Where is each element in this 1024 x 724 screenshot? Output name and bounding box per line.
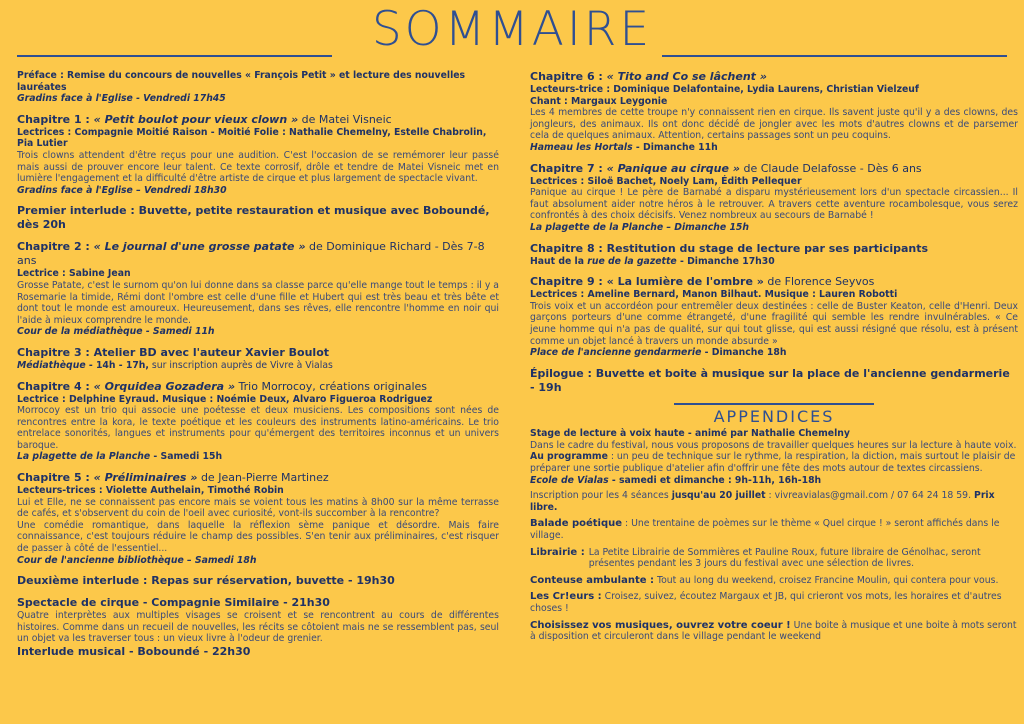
chapter-9-label: Chapitre 9 : « La lumière de l'ombre » bbox=[530, 275, 764, 289]
chapter-7-readers: Lectrices : Siloë Bachet, Noely Lam, Édith Pellequer bbox=[530, 175, 802, 187]
chapter-5-heading bbox=[17, 471, 499, 485]
chapter-2-author: de Dominique Richard - Dès 7-8 ans bbox=[17, 240, 485, 268]
librairie bbox=[530, 547, 1018, 570]
appendices-title: APPENDICES bbox=[713, 406, 835, 426]
interlude-2: Deuxième interlude : Repas sur réservation, buvette - 19h30 bbox=[17, 574, 395, 588]
chapter-4-label: Chapitre 4 : bbox=[17, 379, 94, 393]
chapter-8-place-c: - Dimanche 17h30 bbox=[676, 255, 775, 267]
circus-show bbox=[17, 596, 499, 659]
librairie-text: La Petite Librairie de Sommières et Pauline Roux, future libraire de Génolhac, seront présentes pendant les 3 jours du festival avec une sélection de livres. bbox=[588, 546, 981, 570]
title-rule-left bbox=[17, 55, 332, 57]
page-title: SOMMAIRE bbox=[371, 2, 653, 57]
reading-workshop-heading: Stage de lecture à voix haute - animé par Nathalie Chemelny bbox=[530, 428, 850, 440]
circus-show-desc: Quatre interprètes aux multiples visages se croisent et se rencontrent au cours de différentes histoires. Comme dans un recueil de nouvelles, les récits se côtoient mais ne se ressemblent pas, seul un objet va les traverser tous : un vieux livre à l'odeur de grenier. bbox=[17, 610, 499, 645]
chapter-4-author: Trio Morrocoy, créations originales bbox=[235, 379, 428, 393]
chapter-4-desc: Morrocoy est un trio qui associe une poétesse et deux musiciens. Les compositions sont nées de rencontres entre la kora, le texte poétique et les couleurs des instruments latino-américains. Le trio entrelace sonorités, langues et instruments pour qu'émergent des territoires inconnus et un univers baroque. bbox=[17, 405, 499, 451]
conteuse bbox=[530, 575, 1018, 587]
chapter-1-title: « Petit boulot pour vieux clown » bbox=[93, 112, 299, 126]
registration-line bbox=[530, 490, 1018, 513]
chapter-4-title: « Orquidea Gozadera » bbox=[93, 379, 236, 393]
balade-label: Balade poétique bbox=[530, 518, 623, 530]
chapter-7-heading bbox=[530, 162, 1018, 176]
interlude-1: Premier interlude : Buvette, petite restauration et musique avec Boboundé, dès 20h bbox=[17, 204, 490, 232]
preface-block bbox=[17, 70, 499, 105]
chapter-9-time: - Dimanche 18h bbox=[701, 347, 787, 359]
chapter-2-place: Cour de la médiathèque - Samedi 11h bbox=[17, 326, 215, 338]
chapter-5-author: de Jean-Pierre Martinez bbox=[197, 471, 329, 485]
appendices-rule bbox=[674, 403, 874, 405]
workshop-time: - samedi et dimanche : 9h-11h, 16h-18h bbox=[608, 474, 822, 486]
registration-deadline: jusqu'au 20 juillet bbox=[671, 490, 766, 502]
reading-workshop-program bbox=[530, 451, 1018, 474]
chapter-6-place: Hameau les Hortals bbox=[530, 141, 633, 153]
chapter-3 bbox=[17, 346, 499, 372]
conteuse-label: Conteuse ambulante : bbox=[530, 574, 655, 586]
chapter-6-label: Chapitre 6 : bbox=[530, 70, 607, 83]
registration-contact: : vivreavialas@gmail.com / 07 64 24 18 59. bbox=[765, 490, 974, 502]
reading-workshop bbox=[530, 428, 1018, 513]
chapter-6-heading bbox=[530, 70, 1018, 84]
program-label: Au programme bbox=[530, 451, 608, 463]
chapter-7-desc: Panique au cirque ! Le père de Barnabé a disparu mystérieusement lors d'un spectacle circassien... Il faut absolument aider notre héros à le retrouver. A travers cette aventure rocambolesque, vous serez confrontés à des choix décisifs. Venez nombreux au secours de Barnabé ! bbox=[530, 187, 1018, 222]
chapter-7 bbox=[530, 162, 1018, 234]
chapter-6-desc: Les 4 membres de cette troupe n'y connaissent rien en cirque. Ils savent juste qu'il y a des clowns, des jongleurs, des animaux. Ils ont donc décidé de jongler avec les mots d'autres clowns et de parsemer cela de quelques animaux. Attention, certains passages sont un peu coquins. bbox=[530, 107, 1018, 142]
balade-text: : Une trentaine de poèmes sur le thème « Quel cirque ! » seront affichés dans le village. bbox=[530, 518, 1000, 542]
preface-heading: Préface : Remise du concours de nouvelles « François Petit » et lecture des nouvelles lauréates bbox=[17, 70, 466, 93]
chapter-3-note: sur inscription auprès de Vivre à Vialas bbox=[148, 359, 333, 371]
chapter-3-heading: Chapitre 3 : Atelier BD avec l'auteur Xavier Boulot bbox=[17, 345, 330, 359]
circus-show-heading: Spectacle de cirque - Compagnie Similaire - 21h30 bbox=[17, 596, 330, 610]
chapter-5 bbox=[17, 471, 499, 566]
registration-a: Inscription pour les 4 séances bbox=[530, 490, 672, 502]
chapter-2-readers: Lectrice : Sabine Jean bbox=[17, 268, 131, 280]
chapter-1 bbox=[17, 113, 499, 197]
conteuse-text: Tout au long du weekend, croisez Francine Moulin, qui contera pour vous. bbox=[654, 574, 999, 586]
crieurs-label: Les Cr!eurs : bbox=[530, 591, 602, 603]
chapter-5-label: Chapitre 5 : bbox=[17, 471, 94, 485]
chapter-7-place: La plagette de la Planche – Dimanche 15h bbox=[530, 221, 749, 233]
title-rule-right bbox=[662, 55, 1007, 57]
musical-interlude: Interlude musical - Boboundé - 22h30 bbox=[17, 645, 251, 658]
left-column bbox=[17, 70, 499, 667]
chapter-8-heading: Chapitre 8 : Restitution du stage de lecture par ses participants bbox=[530, 241, 929, 255]
chapter-5-desc-2: Une comédie romantique, dans laquelle la réflexion sème panique et désordre. Mais faire connaissance, c'est toujours réduire le champ des possibles. S'en tenir aux préliminaires, c'est risquer de passer à côté de l'essentiel... bbox=[17, 519, 499, 555]
chapter-9-place-line bbox=[530, 347, 1018, 359]
chapter-5-place: Cour de l'ancienne bibliothèque – Samedi 18h bbox=[17, 554, 257, 566]
chapter-8 bbox=[530, 242, 1018, 268]
chapter-3-time: - 14h - 17h, bbox=[85, 359, 149, 371]
chapter-5-desc-1: Lui et Elle, ne se connaissent pas encore mais se voient tous les matins à 8h00 sur la même terrasse de cafés, et s'observent du coin de l'oeil avec curiosité, vont-ils succomber à la rencontre? bbox=[17, 496, 499, 520]
chapter-4-heading bbox=[17, 380, 499, 394]
chapter-9 bbox=[530, 275, 1018, 359]
chapter-4-place: La plagette de la Planche bbox=[17, 451, 151, 463]
reading-workshop-desc: Dans le cadre du festival, nous vous proposons de travailler quelques heures sur la lecture à haute voix. bbox=[530, 439, 1017, 451]
chapter-9-author: de Florence Seyvos bbox=[763, 275, 875, 289]
chapter-7-label: Chapitre 7 : bbox=[530, 161, 607, 175]
chapter-1-author: de Matei Visneic bbox=[298, 112, 392, 126]
chapter-2-desc: Grosse Patate, c'est le surnom qu'on lui donne dans sa classe parce qu'elle mange tout le temps : il y a Rosemarie la timide, Rémi dont l'ombre est celle d'une fille et Hubert qui est très beau et très bête et dont tout le monde est amoureux. Heureusement, dans ses rêves, elle rencontre l'homme en noir qui l'aide à mieux comprendre le monde. bbox=[17, 279, 499, 326]
chapter-7-author: de Claude Delafosse - Dès 6 ans bbox=[739, 161, 922, 175]
program-text: : un peu de technique sur le rythme, la respiration, la diction, mais surtout le plaisir de préparer une sortie publique d'atelier afin d'offrir une fête des mots autour de textes circassiens. bbox=[530, 451, 1016, 475]
registration-price: Prix libre. bbox=[530, 490, 995, 513]
chapter-9-place: Place de l'ancienne gendarmerie bbox=[530, 347, 702, 359]
chapter-1-readers: Lectrices : Compagnie Moitié Raison - Moitié Folie : Nathalie Chemelny, Estelle Chabrolin, Pia Lutier bbox=[17, 126, 487, 150]
crieurs-text: Croisez, suivez, écoutez Margaux et JB, qui crieront vos mots, les horaires et d'autres choses ! bbox=[530, 591, 1002, 614]
chapter-1-desc: Trois clowns attendent d'être reçus pour une audition. C'est l'occasion de se remémorer leur passé mais aussi de prouver encore leur talent. Ce texte corrosif, drôle et tendre de Matei Visneic met en lumière l'engagement et la difficulté d'être artiste de cirque et plus largement de spectacle vivant. bbox=[17, 149, 499, 185]
choisissez-label: Choisissez vos musiques, ouvrez votre coeur ! bbox=[530, 619, 791, 631]
chapter-6-chant: Chant : Margaux Leygonie bbox=[530, 95, 668, 107]
epilogue: Épilogue : Buvette et boite à musique sur la place de l'ancienne gendarmerie - 19h bbox=[530, 366, 1010, 394]
chapter-6-place-line bbox=[530, 142, 1018, 154]
chapter-4-readers: Lectrice : Delphine Eyraud. Musique : Noémie Deux, Alvaro Figueroa Rodriguez bbox=[17, 393, 433, 405]
reading-workshop-place-line bbox=[530, 475, 1018, 487]
chapter-8-place-a: Haut de la bbox=[530, 255, 588, 267]
chapter-3-info bbox=[17, 360, 499, 372]
choisissez bbox=[530, 620, 1018, 643]
chapter-8-place-b: rue de la gazette bbox=[587, 255, 677, 267]
right-column bbox=[530, 70, 1018, 648]
chapter-2 bbox=[17, 240, 499, 338]
chapter-6-title: « Tito and Co se lâchent » bbox=[606, 70, 767, 83]
chapter-1-heading bbox=[17, 113, 499, 127]
chapter-5-readers: Lecteurs-trices : Violette Authelain, Timothé Robin bbox=[17, 485, 284, 497]
chapter-7-title: « Panique au cirque » bbox=[606, 161, 740, 175]
chapter-2-heading bbox=[17, 240, 499, 268]
chapter-4-place-line bbox=[17, 451, 499, 463]
chapter-6-readers: Lecteurs-trice : Dominique Delafontaine, Lydia Laurens, Christian Vielzeuf bbox=[530, 84, 919, 95]
choisissez-text: Une boite à musique et une boite à mots seront à disposition et circuleront dans le village pendant le weekend bbox=[530, 619, 1017, 643]
chapter-9-heading bbox=[530, 275, 1018, 289]
workshop-place: Ecole de Vialas bbox=[530, 474, 609, 486]
preface-place: Gradins face à l'Eglise - Vendredi 17h45 bbox=[17, 93, 226, 105]
chapter-5-title: « Préliminaires » bbox=[93, 471, 198, 485]
chapter-9-desc: Trois voix et un accordéon pour entremêler deux destinées : celle de Buster Keaton, celle d'Henri. Deux garçons porteurs d'une comme étrangeté, d'une fragilité qui semble les rendre invulnérables. « Ce jeune homme qui n'a pas de qualité, sur qui tout glisse, qui est aussi résigné que résolu, est à présent comme un objet lancé à travers un monde absurde » bbox=[530, 300, 1018, 347]
chapter-4 bbox=[17, 380, 499, 464]
crieurs bbox=[530, 591, 1018, 614]
chapter-3-place: Médiathèque bbox=[17, 359, 86, 371]
chapter-2-title: « Le journal d'une grosse patate » bbox=[93, 240, 306, 254]
chapter-2-label: Chapitre 2 : bbox=[17, 240, 94, 254]
chapter-6-time: - Dimanche 11h bbox=[632, 141, 718, 153]
chapter-8-place-line bbox=[530, 256, 1018, 268]
chapter-4-time: - Samedi 15h bbox=[150, 451, 223, 463]
chapter-9-readers: Lectrices : Ameline Bernard, Manon Bilhaut. Musique : Lauren Robotti bbox=[530, 289, 898, 301]
librairie-label: Librairie : bbox=[530, 546, 585, 558]
chapter-1-label: Chapitre 1 : bbox=[17, 112, 94, 126]
chapter-6 bbox=[530, 70, 1018, 154]
balade-poetique bbox=[530, 518, 1018, 541]
chapter-1-place: Gradins face à l'Eglise – Vendredi 18h30 bbox=[17, 184, 227, 196]
